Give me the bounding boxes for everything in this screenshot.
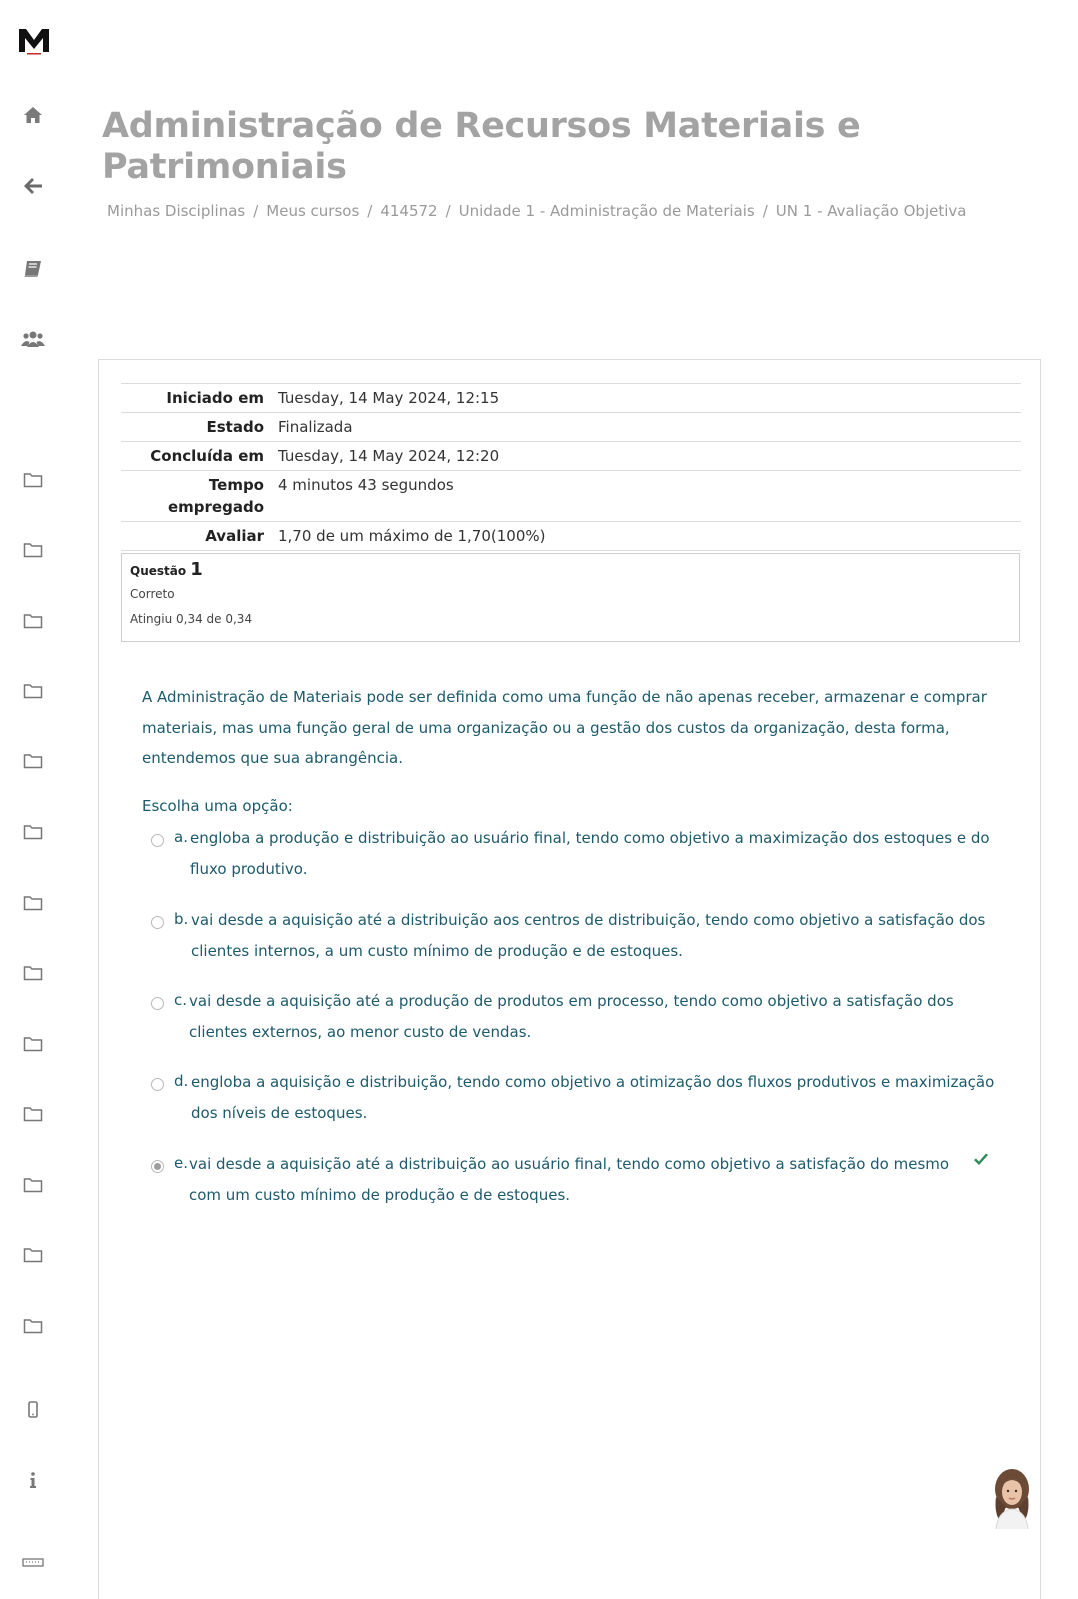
radio-button[interactable] bbox=[151, 997, 164, 1010]
summary-row bbox=[121, 522, 1021, 551]
question-grade: Atingiu 0,34 de 0,34 bbox=[130, 612, 253, 626]
option-letter: b. bbox=[174, 910, 189, 928]
summary-label: Avaliar bbox=[205, 527, 264, 545]
summary-label: Iniciado em bbox=[166, 389, 264, 407]
option-text: engloba a aquisição e distribuição, tendo como objetivo a otimização dos fluxos produtivos e maximização dos níveis de estoques. bbox=[191, 1073, 995, 1122]
folder-icon[interactable] bbox=[18, 959, 48, 987]
option-letter: a. bbox=[174, 828, 188, 846]
assistant-avatar[interactable] bbox=[988, 1467, 1036, 1529]
folder-icon[interactable] bbox=[18, 818, 48, 846]
attempt-summary-table bbox=[121, 383, 1021, 551]
folder-icon[interactable] bbox=[18, 607, 48, 635]
sidebar bbox=[0, 0, 66, 1572]
summary-row bbox=[121, 384, 1021, 413]
breadcrumb-meus-cursos[interactable]: Meus cursos bbox=[266, 202, 360, 220]
back-arrow-icon[interactable] bbox=[18, 172, 48, 200]
question-number-value: 1 bbox=[190, 559, 203, 580]
option-letter: d. bbox=[174, 1072, 189, 1090]
summary-value: 4 minutos 43 segundos bbox=[278, 476, 454, 494]
summary-value: Tuesday, 14 May 2024, 12:20 bbox=[278, 447, 500, 465]
breadcrumb-assessment[interactable]: UN 1 - Avaliação Objetiva bbox=[775, 202, 967, 220]
mobile-icon[interactable] bbox=[18, 1396, 48, 1424]
home-icon[interactable] bbox=[18, 101, 48, 129]
option-letter: c. bbox=[174, 991, 188, 1009]
summary-label: Tempo empregado bbox=[167, 476, 264, 516]
option-text: engloba a produção e distribuição ao usuário final, tendo como objetivo a maximização dos estoques e do fluxo produtivo. bbox=[190, 829, 990, 878]
question-info-box bbox=[121, 553, 1020, 642]
breadcrumb-separator: / bbox=[445, 202, 451, 220]
breadcrumb-minhas-disciplinas[interactable]: Minhas Disciplinas bbox=[107, 202, 246, 220]
summary-value: 1,70 de um máximo de 1,70(100%) bbox=[278, 527, 546, 545]
page-title: Administração de Recursos Materiais e Patrimoniais bbox=[102, 106, 861, 187]
summary-label: Estado bbox=[206, 418, 264, 436]
question-state: Correto bbox=[130, 587, 175, 601]
info-icon[interactable] bbox=[18, 1466, 48, 1494]
radio-button[interactable] bbox=[151, 916, 164, 929]
radio-button[interactable] bbox=[151, 1078, 164, 1091]
option-letter: e. bbox=[174, 1154, 188, 1172]
option-text: vai desde a aquisição até a distribuição aos centros de distribuição, tendo como objetivo a satisfação dos clientes internos, a um custo mínimo de produção e de estoques. bbox=[191, 911, 986, 960]
folder-icon[interactable] bbox=[18, 1171, 48, 1199]
keyboard-icon[interactable] bbox=[18, 1546, 48, 1574]
question-label: Questão bbox=[130, 564, 187, 578]
question-text: A Administração de Materiais pode ser definida como uma função de não apenas receber, armazenar e comprar materiais, mas uma função geral de uma organização ou a gestão dos custos da organização, desta forma, entendemos que sua abrangência. bbox=[142, 688, 987, 767]
question-number bbox=[130, 560, 1011, 581]
folder-icon[interactable] bbox=[18, 1241, 48, 1269]
summary-value: Finalizada bbox=[278, 418, 353, 436]
breadcrumb bbox=[107, 202, 966, 220]
option-text: vai desde a aquisição até a distribuição ao usuário final, tendo como objetivo a satisfação do mesmo com um custo mínimo de produção e de estoques. bbox=[189, 1155, 950, 1204]
users-icon[interactable] bbox=[18, 325, 48, 353]
folder-icon[interactable] bbox=[18, 747, 48, 775]
site-logo[interactable] bbox=[17, 26, 53, 56]
breadcrumb-separator: / bbox=[253, 202, 259, 220]
folder-icon[interactable] bbox=[18, 1100, 48, 1128]
quiz-review-card bbox=[98, 359, 1041, 1599]
radio-button[interactable] bbox=[151, 834, 164, 847]
folder-icon[interactable] bbox=[18, 1030, 48, 1058]
summary-row bbox=[121, 413, 1021, 442]
breadcrumb-course-id[interactable]: 414572 bbox=[380, 202, 438, 220]
correct-check-icon bbox=[973, 1151, 989, 1170]
folder-icon[interactable] bbox=[18, 1312, 48, 1340]
folder-icon[interactable] bbox=[18, 677, 48, 705]
folder-icon[interactable] bbox=[18, 889, 48, 917]
summary-row bbox=[121, 471, 1021, 522]
summary-row bbox=[121, 442, 1021, 471]
answer-prompt: Escolha uma opção: bbox=[142, 797, 293, 815]
summary-label: Concluída em bbox=[150, 447, 264, 465]
option-text: vai desde a aquisição até a produção de produtos em processo, tendo como objetivo a satisfação dos clientes externos, ao menor custo de vendas. bbox=[189, 992, 954, 1041]
breadcrumb-separator: / bbox=[367, 202, 373, 220]
folder-icon[interactable] bbox=[18, 536, 48, 564]
radio-button-selected[interactable] bbox=[151, 1160, 164, 1173]
book-icon[interactable] bbox=[18, 255, 48, 283]
summary-value: Tuesday, 14 May 2024, 12:15 bbox=[278, 389, 500, 407]
folder-icon[interactable] bbox=[18, 466, 48, 494]
breadcrumb-unit[interactable]: Unidade 1 - Administração de Materiais bbox=[458, 202, 755, 220]
breadcrumb-separator: / bbox=[762, 202, 768, 220]
